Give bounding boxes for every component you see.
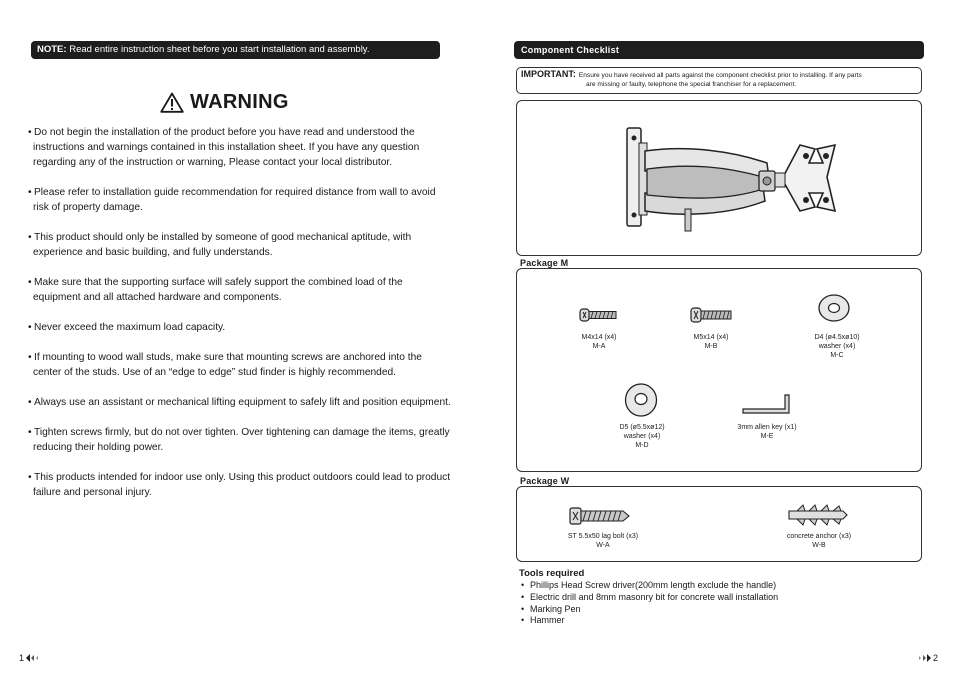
warning-bullet: • Please refer to installation guide recommendation for required distance from wall to avoid risk of property damage. bbox=[28, 187, 436, 213]
warning-bullet: • Always use an assistant or mechanical lifting equipment to safely lift and position equipment. bbox=[28, 397, 451, 408]
tools-required-title: Tools required bbox=[519, 568, 585, 579]
bullet-text: If mounting to wood wall studs, make sure that mounting screws are anchored into the center of the studs. Use of an “edge to edge” stud finder is highly recommended. bbox=[33, 352, 422, 378]
machine-screw-icon bbox=[690, 306, 734, 324]
page-number: 2 bbox=[933, 653, 939, 663]
part-subtitle: washer (x4) bbox=[623, 433, 661, 440]
part-name: ST 5.5x50 lag bolt (x3) bbox=[567, 533, 639, 540]
important-text: Ensure you have received all parts against the component checklist prior to installing. If any parts bbox=[578, 72, 862, 79]
bullet-text: Please refer to installation guide recommendation for required distance from wall to avoid risk of property damage. bbox=[33, 187, 436, 213]
mount-illustration-box bbox=[516, 100, 922, 256]
part-label-w-a bbox=[545, 532, 661, 550]
bullet-text: Always use an assistant or mechanical lifting equipment to safely lift and position equipment. bbox=[34, 397, 451, 408]
important-label: IMPORTANT: bbox=[521, 69, 576, 79]
tool-text: Marking Pen bbox=[530, 603, 581, 614]
bullet-text: Tighten screws firmly, but do not over tighten. Over tightening can damage the items, greatly reducing their holding power. bbox=[33, 427, 450, 453]
tool-item: • Marking Pen bbox=[521, 603, 581, 614]
page-number-right bbox=[919, 653, 938, 663]
part-code: M-B bbox=[704, 343, 718, 350]
tool-item: • Phillips Head Screw driver(200mm length exclude the handle) bbox=[521, 580, 777, 590]
part-code: M-C bbox=[830, 352, 844, 359]
wall-mount-arm-illustration bbox=[517, 101, 923, 257]
part-name: 3mm allen key (x1) bbox=[737, 424, 797, 431]
warning-bullet: • If mounting to wood wall studs, make sure that mounting screws are anchored into the center of the studs. Use of an “edge to edge” stud finder is highly recommended. bbox=[28, 352, 422, 378]
warning-heading bbox=[160, 88, 289, 116]
part-code: M-A bbox=[592, 343, 606, 350]
note-label: NOTE: bbox=[37, 44, 67, 55]
part-subtitle: washer (x4) bbox=[818, 343, 856, 350]
warning-bullet: • Tighten screws firmly, but do not over tighten. Over tightening can damage the items, greatly reducing their holding power. bbox=[28, 427, 450, 453]
tool-text: Phillips Head Screw driver(200mm length exclude the handle) bbox=[530, 580, 777, 590]
warning-bullet: • This product should only be installed by someone of good mechanical aptitude, with experience and basic building, and fully understands. bbox=[28, 232, 412, 258]
part-label-m-a bbox=[557, 333, 641, 351]
washer-icon bbox=[624, 382, 658, 418]
warning-bullet-list bbox=[28, 125, 453, 515]
part-label-m-c bbox=[789, 333, 885, 360]
part-name: M5x14 (x4) bbox=[693, 334, 729, 341]
important-text: are missing or faulty, telephone the special franchiser for a replacement. bbox=[586, 81, 797, 88]
part-label-m-e bbox=[721, 423, 813, 441]
part-code: M-D bbox=[635, 442, 649, 449]
part-label-m-b bbox=[669, 333, 753, 351]
bullet-text: This products intended for indoor use only. Using this product outdoors could lead to product failure and personal injury. bbox=[33, 472, 451, 498]
page-arrows-right-icon bbox=[919, 654, 931, 662]
package-m-label: Package M bbox=[520, 258, 569, 268]
warning-bullet: • Do not begin the installation of the product before you have read and understood the instructions and warnings contained in this installation sheet. If you have any question regarding any of the instruction or warning, Please contact your local distributor. bbox=[28, 127, 420, 168]
tool-item: • Electric drill and 8mm masonry bit for concrete wall installation bbox=[521, 591, 779, 602]
part-name: concrete anchor (x3) bbox=[786, 533, 852, 540]
concrete-anchor-icon bbox=[787, 503, 849, 527]
tools-list bbox=[521, 580, 778, 627]
warning-bullet: • This products intended for indoor use only. Using this product outdoors could lead to product failure and personal injury. bbox=[28, 472, 451, 498]
part-name: M4x14 (x4) bbox=[581, 334, 617, 341]
tool-text: Electric drill and 8mm masonry bit for concrete wall installation bbox=[530, 591, 779, 602]
package-w-label: Package W bbox=[520, 476, 570, 486]
allen-key-icon bbox=[741, 393, 793, 415]
part-label-m-d bbox=[594, 423, 690, 450]
part-code: M-E bbox=[760, 433, 774, 440]
warning-triangle-icon bbox=[160, 92, 184, 113]
part-label-w-b bbox=[769, 532, 869, 550]
warning-bullet: • Never exceed the maximum load capacity. bbox=[28, 322, 226, 333]
part-code: W-B bbox=[812, 542, 826, 549]
section-title: Component Checklist bbox=[514, 41, 924, 59]
note-banner bbox=[31, 41, 440, 59]
machine-screw-icon bbox=[579, 307, 619, 323]
part-code: W-A bbox=[596, 542, 610, 549]
important-notice bbox=[516, 67, 922, 94]
part-name: D5 (ø5.5xø12) bbox=[619, 424, 665, 431]
warning-bullet: • Make sure that the supporting surface will safely support the combined load of the equipment and all attached hardware and components. bbox=[28, 277, 403, 303]
page-number: 1 bbox=[19, 653, 25, 663]
page-arrows-left-icon bbox=[26, 654, 38, 662]
part-name: D4 (ø4.5xø10) bbox=[814, 334, 860, 341]
warning-title: WARNING bbox=[190, 90, 289, 113]
bullet-text: This product should only be installed by someone of good mechanical aptitude, with experience and basic building, and fully understands. bbox=[33, 232, 412, 258]
bullet-text: Do not begin the installation of the product before you have read and understood the instructions and warnings contained in this installation sheet. If you have any question regarding any of the instruction or warning, Please contact your local distributor. bbox=[33, 127, 420, 168]
tool-text: Hammer bbox=[530, 615, 565, 626]
bullet-text: Never exceed the maximum load capacity. bbox=[34, 322, 226, 333]
lag-bolt-icon bbox=[569, 505, 631, 527]
package-w-box bbox=[516, 486, 922, 562]
washer-icon bbox=[817, 293, 851, 323]
package-m-box bbox=[516, 268, 922, 472]
page-number-left bbox=[19, 653, 38, 663]
tool-item: • Hammer bbox=[521, 615, 565, 626]
bullet-text: Make sure that the supporting surface will safely support the combined load of the equipment and all attached hardware and components. bbox=[33, 277, 403, 303]
note-text: Read entire instruction sheet before you start installation and assembly. bbox=[66, 44, 370, 55]
